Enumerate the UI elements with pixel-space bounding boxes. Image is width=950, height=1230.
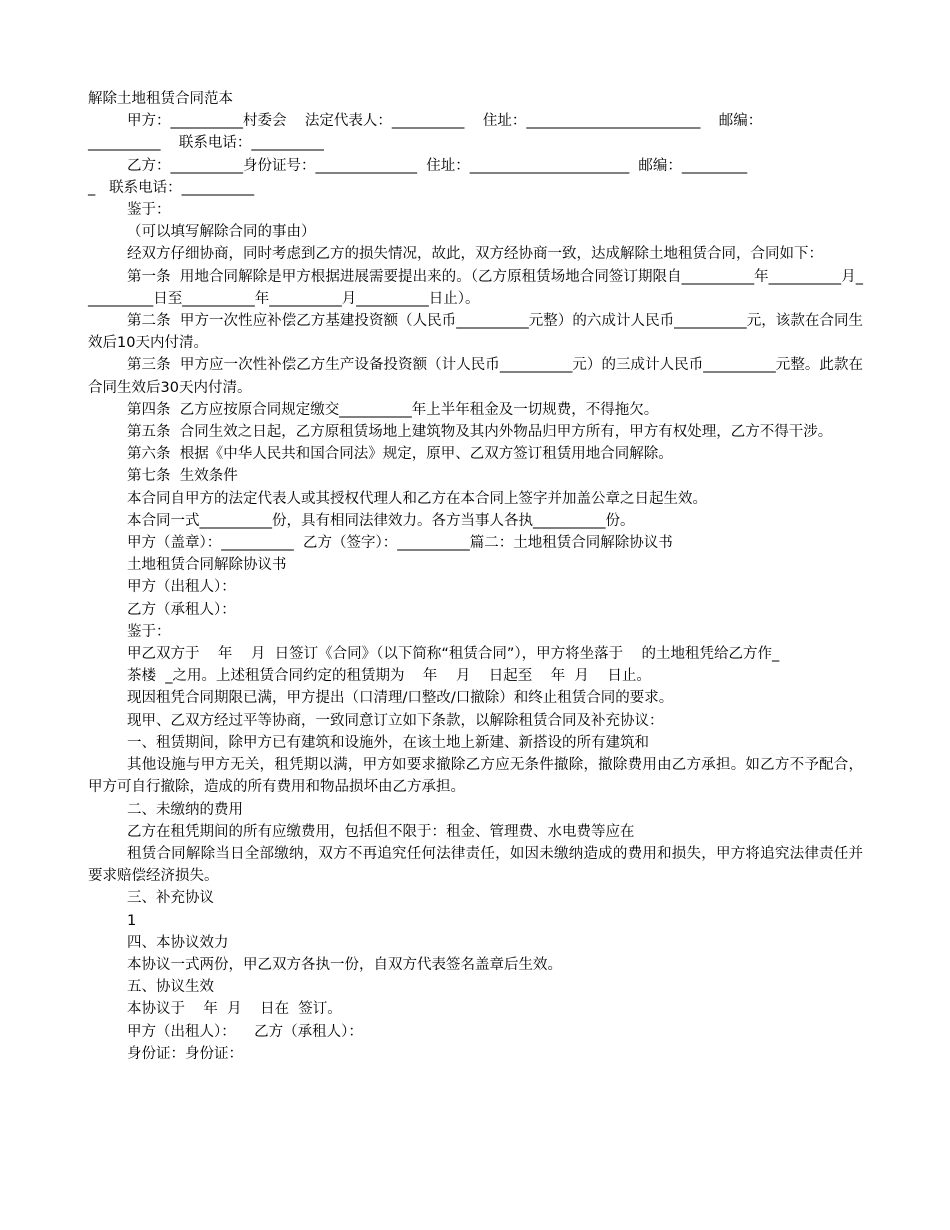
copies-clause: 本合同一式__________份，具有相同法律效力。各方当事人各执__________份。 (127, 512, 635, 529)
termination-request: 现因租凭合同期限已满，甲方提出（口清理/口整改/口撤除）和终止租赁合同的要求。 (127, 690, 674, 707)
article-3: 第三条 甲方应一次性补偿乙方生产设备投资额（计人民币__________元）的三成计人民币__________元整。此款在合同生效后30天内付清。 (88, 357, 863, 396)
clause-3-heading: 三、补充协议 (127, 890, 214, 907)
party-a-line-continued: __________ 联系电话：__________ (88, 135, 324, 152)
party-a-line: 甲方：__________村委会 法定代表人：__________ 住址：________________________ 邮编： (127, 113, 763, 130)
article-6: 第六条 根据《中华人民共和国合同法》规定，原甲、乙双方签订租赁用地合同解除。 (127, 446, 673, 463)
clause-2-body: 租赁合同解除当日全部缴纳，双方不再追究任何法律责任，如因未缴纳造成的费用和损失，甲方将追究法律责任并要求赔偿经济损失。 (88, 845, 863, 885)
whereas-note: （可以填写解除合同的事由） (127, 224, 316, 241)
clause-1-heading: 一、租赁期间，除甲方已有建筑和设施外，在该土地上新建、新搭设的所有建筑和 (127, 734, 649, 751)
article-1: 第一条 用地合同解除是甲方根据进展需要提出来的。（乙方原租赁场地合同签订期限自__________年__________月__________日至__________年__________月__________日止）。 (88, 268, 863, 307)
whereas-heading-2: 鉴于： (127, 623, 171, 640)
article-7-heading: 第七条 生效条件 (127, 468, 238, 485)
agreement-intro: 现甲、乙双方经过平等协商，一致同意订立如下条款，以解除租赁合同及补充协议： (127, 712, 664, 729)
clause-4-body: 本协议一式两份，甲乙双方各执一份，自双方代表签名盖章后生效。 (127, 956, 562, 973)
party-b-line: 乙方：__________身份证号：______________ 住址：______________________ 邮编：_________ (127, 157, 748, 174)
effectiveness-clause: 本合同自甲方的法定代表人或其授权代理人和乙方在本合同上签字并加盖公章之日起生效。 (127, 490, 707, 507)
lessee-label: 乙方（承租人）： (127, 601, 236, 618)
lessor-label: 甲方（出租人）： (127, 579, 236, 596)
clause-5-heading: 五、协议生效 (127, 979, 214, 996)
article-2: 第二条 甲方一次性应补偿乙方基建投资额（人民币__________元整）的六成计人民币__________元，该款在合同生效后10天内付清。 (88, 313, 863, 352)
whereas-heading: 鉴于： (127, 202, 171, 219)
signing-date-line: 本协议于 年 月 日在 签订。 (127, 1001, 342, 1018)
contract-recital: 甲乙双方于 年 月 日签订《合同》（以下简称“租赁合同”），甲方将坐落于 的土地租凭给乙方作_ (127, 646, 780, 663)
article-5: 第五条 合同生效之日起，乙方原租赁场地上建筑物及其内外物品归甲方所有，甲方有权处理，乙方不得干涉。 (127, 424, 833, 441)
lease-term-line: 茶楼 _之用。上述租赁合同约定的租赁期为 年 月 日起至 年 月 日止。 (127, 668, 651, 685)
preamble-paragraph: 经双方仔细协商，同时考虑到乙方的损失情况，故此，双方经协商一致，达成解除土地租赁合同，合同如下： (127, 246, 823, 263)
party-signature-labels: 甲方（出租人）： 乙方（承租人）： (127, 1023, 363, 1040)
signature-line: 甲方（盖章）：__________ 乙方（签字）：__________篇二：土地租赁合同解除协议书 (127, 535, 673, 552)
clause-1-body: 其他设施与甲方无关，租凭期以满，甲方如要求撤除乙方应无条件撤除，撤除费用由乙方承担。如乙方不予配合，甲方可自行撤除，造成的所有费用和物品损坏由乙方承担。 (88, 757, 863, 796)
article-4: 第四条 乙方应按原合同规定缴交__________年上半年租金及一切规费，不得拖欠。 (127, 401, 659, 418)
clause-4-heading: 四、本协议效力 (127, 934, 229, 951)
id-card-labels: 身份证：身份证： (127, 1045, 243, 1062)
party-b-line-continued: _ 联系电话：__________ (88, 179, 255, 196)
clause-2-heading: 二、未缴纳的费用 (127, 801, 243, 818)
document-title: 解除土地租赁合同范本 (88, 91, 233, 107)
section-2-title: 土地租赁合同解除协议书 (127, 557, 287, 574)
document-body (88, 88, 863, 1065)
clause-2-intro: 乙方在租凭期间的所有应缴费用，包括但不限于：租金、管理费、水电费等应在 (127, 823, 635, 840)
clause-3-body: 1 (127, 912, 137, 929)
